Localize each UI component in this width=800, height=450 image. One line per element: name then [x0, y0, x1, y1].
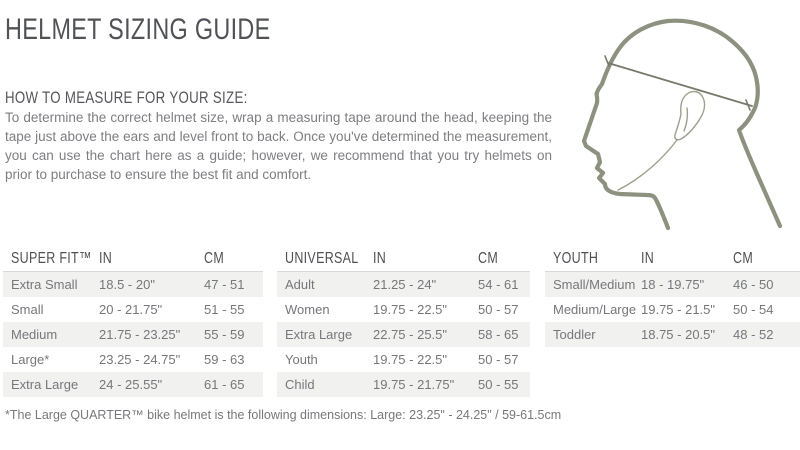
size-cm: 46 - 50 [733, 277, 774, 292]
column-header-in: IN [641, 249, 655, 267]
page-title [5, 13, 345, 47]
table-title: SUPER FIT™ [11, 249, 92, 267]
head-outline [584, 21, 780, 228]
size-inches: 21.75 - 23.25" [99, 327, 181, 342]
table-row [545, 322, 800, 347]
table-row [277, 322, 530, 347]
size-cm: 54 - 61 [478, 277, 519, 292]
column-header-in: IN [99, 249, 113, 267]
table-header [545, 246, 800, 272]
size-label: Child [285, 377, 315, 392]
size-inches: 23.25 - 24.75" [99, 352, 181, 367]
size-cm: 48 - 52 [733, 327, 774, 342]
table-row [277, 272, 530, 297]
size-cm: 50 - 55 [478, 377, 519, 392]
size-cm: 61 - 65 [204, 377, 245, 392]
size-inches: 19.75 - 21.5" [641, 302, 716, 317]
size-inches: 18 - 19.75" [641, 277, 705, 292]
measuring-tape-line [608, 63, 752, 106]
table-row [3, 272, 263, 297]
page-title-text: HELMET SIZING GUIDE [5, 13, 271, 46]
table-title: YOUTH [553, 249, 599, 267]
table-header [3, 246, 263, 272]
table-row [277, 372, 530, 397]
size-cm: 50 - 57 [478, 302, 519, 317]
size-inches: 20 - 21.75" [99, 302, 163, 317]
size-cm: 58 - 65 [478, 327, 519, 342]
size-table-youth [545, 246, 800, 347]
table-row [3, 322, 263, 347]
section-heading [5, 88, 316, 108]
size-inches: 18.5 - 20" [99, 277, 155, 292]
size-label: Medium [11, 327, 58, 342]
table-row [3, 297, 263, 322]
table-header [277, 246, 530, 272]
footnote: *The Large QUARTER™ bike helmet is the following dimensions: Large: 23.25" - 24.25" / 59-61.5cm [5, 408, 562, 422]
size-inches: 24 - 25.55" [99, 377, 163, 392]
table-row [277, 347, 530, 372]
table-row [545, 297, 800, 322]
table-row [277, 297, 530, 322]
size-label: Small [11, 302, 44, 317]
head-profile-with-measuring-tape-icon [558, 0, 800, 240]
ear-line [675, 92, 705, 140]
size-cm: 59 - 63 [204, 352, 245, 367]
size-table-super-fit [3, 246, 263, 397]
table-title: UNIVERSAL [285, 249, 359, 267]
measuring-tape-tick-left [605, 56, 609, 66]
size-label: Toddler [553, 327, 596, 342]
column-header-cm: CM [204, 249, 225, 267]
size-label: Extra Large [285, 327, 353, 342]
column-header-cm: CM [733, 249, 754, 267]
size-label: Extra Small [11, 277, 78, 292]
table-row [545, 272, 800, 297]
size-label: Youth [285, 352, 318, 367]
size-label: Extra Large [11, 377, 79, 392]
size-inches: 19.75 - 22.5" [373, 352, 448, 367]
size-cm: 50 - 57 [478, 352, 519, 367]
size-inches: 21.25 - 24" [373, 277, 437, 292]
size-label: Small/Medium [553, 277, 636, 292]
size-cm: 55 - 59 [204, 327, 245, 342]
size-inches: 18.75 - 20.5" [641, 327, 716, 342]
intro-paragraph: To determine the correct helmet size, wrap a measuring tape around the head, keeping the tape just above the ears and level front to back. Once you've determined the measurement, you can use the chart here as a guide; however, we recommend that you try helmets on prior to purchase to ensure the best fit and comfort. [5, 110, 552, 182]
size-inches: 19.75 - 21.75" [373, 377, 455, 392]
size-table-universal [277, 246, 530, 397]
column-header-in: IN [373, 249, 387, 267]
size-cm: 47 - 51 [204, 277, 245, 292]
size-cm: 50 - 54 [733, 302, 774, 317]
size-inches: 22.75 - 25.5" [373, 327, 448, 342]
cheek-line [618, 140, 677, 190]
column-header-cm: CM [478, 249, 499, 267]
table-row [3, 372, 263, 397]
size-label: Large* [11, 352, 50, 367]
size-label: Women [285, 302, 330, 317]
size-inches: 19.75 - 22.5" [373, 302, 448, 317]
size-label: Adult [285, 277, 315, 292]
size-label: Medium/Large [553, 302, 637, 317]
size-cm: 51 - 55 [204, 302, 245, 317]
table-row [3, 347, 263, 372]
section-heading-text: HOW TO MEASURE FOR YOUR SIZE: [5, 88, 248, 107]
